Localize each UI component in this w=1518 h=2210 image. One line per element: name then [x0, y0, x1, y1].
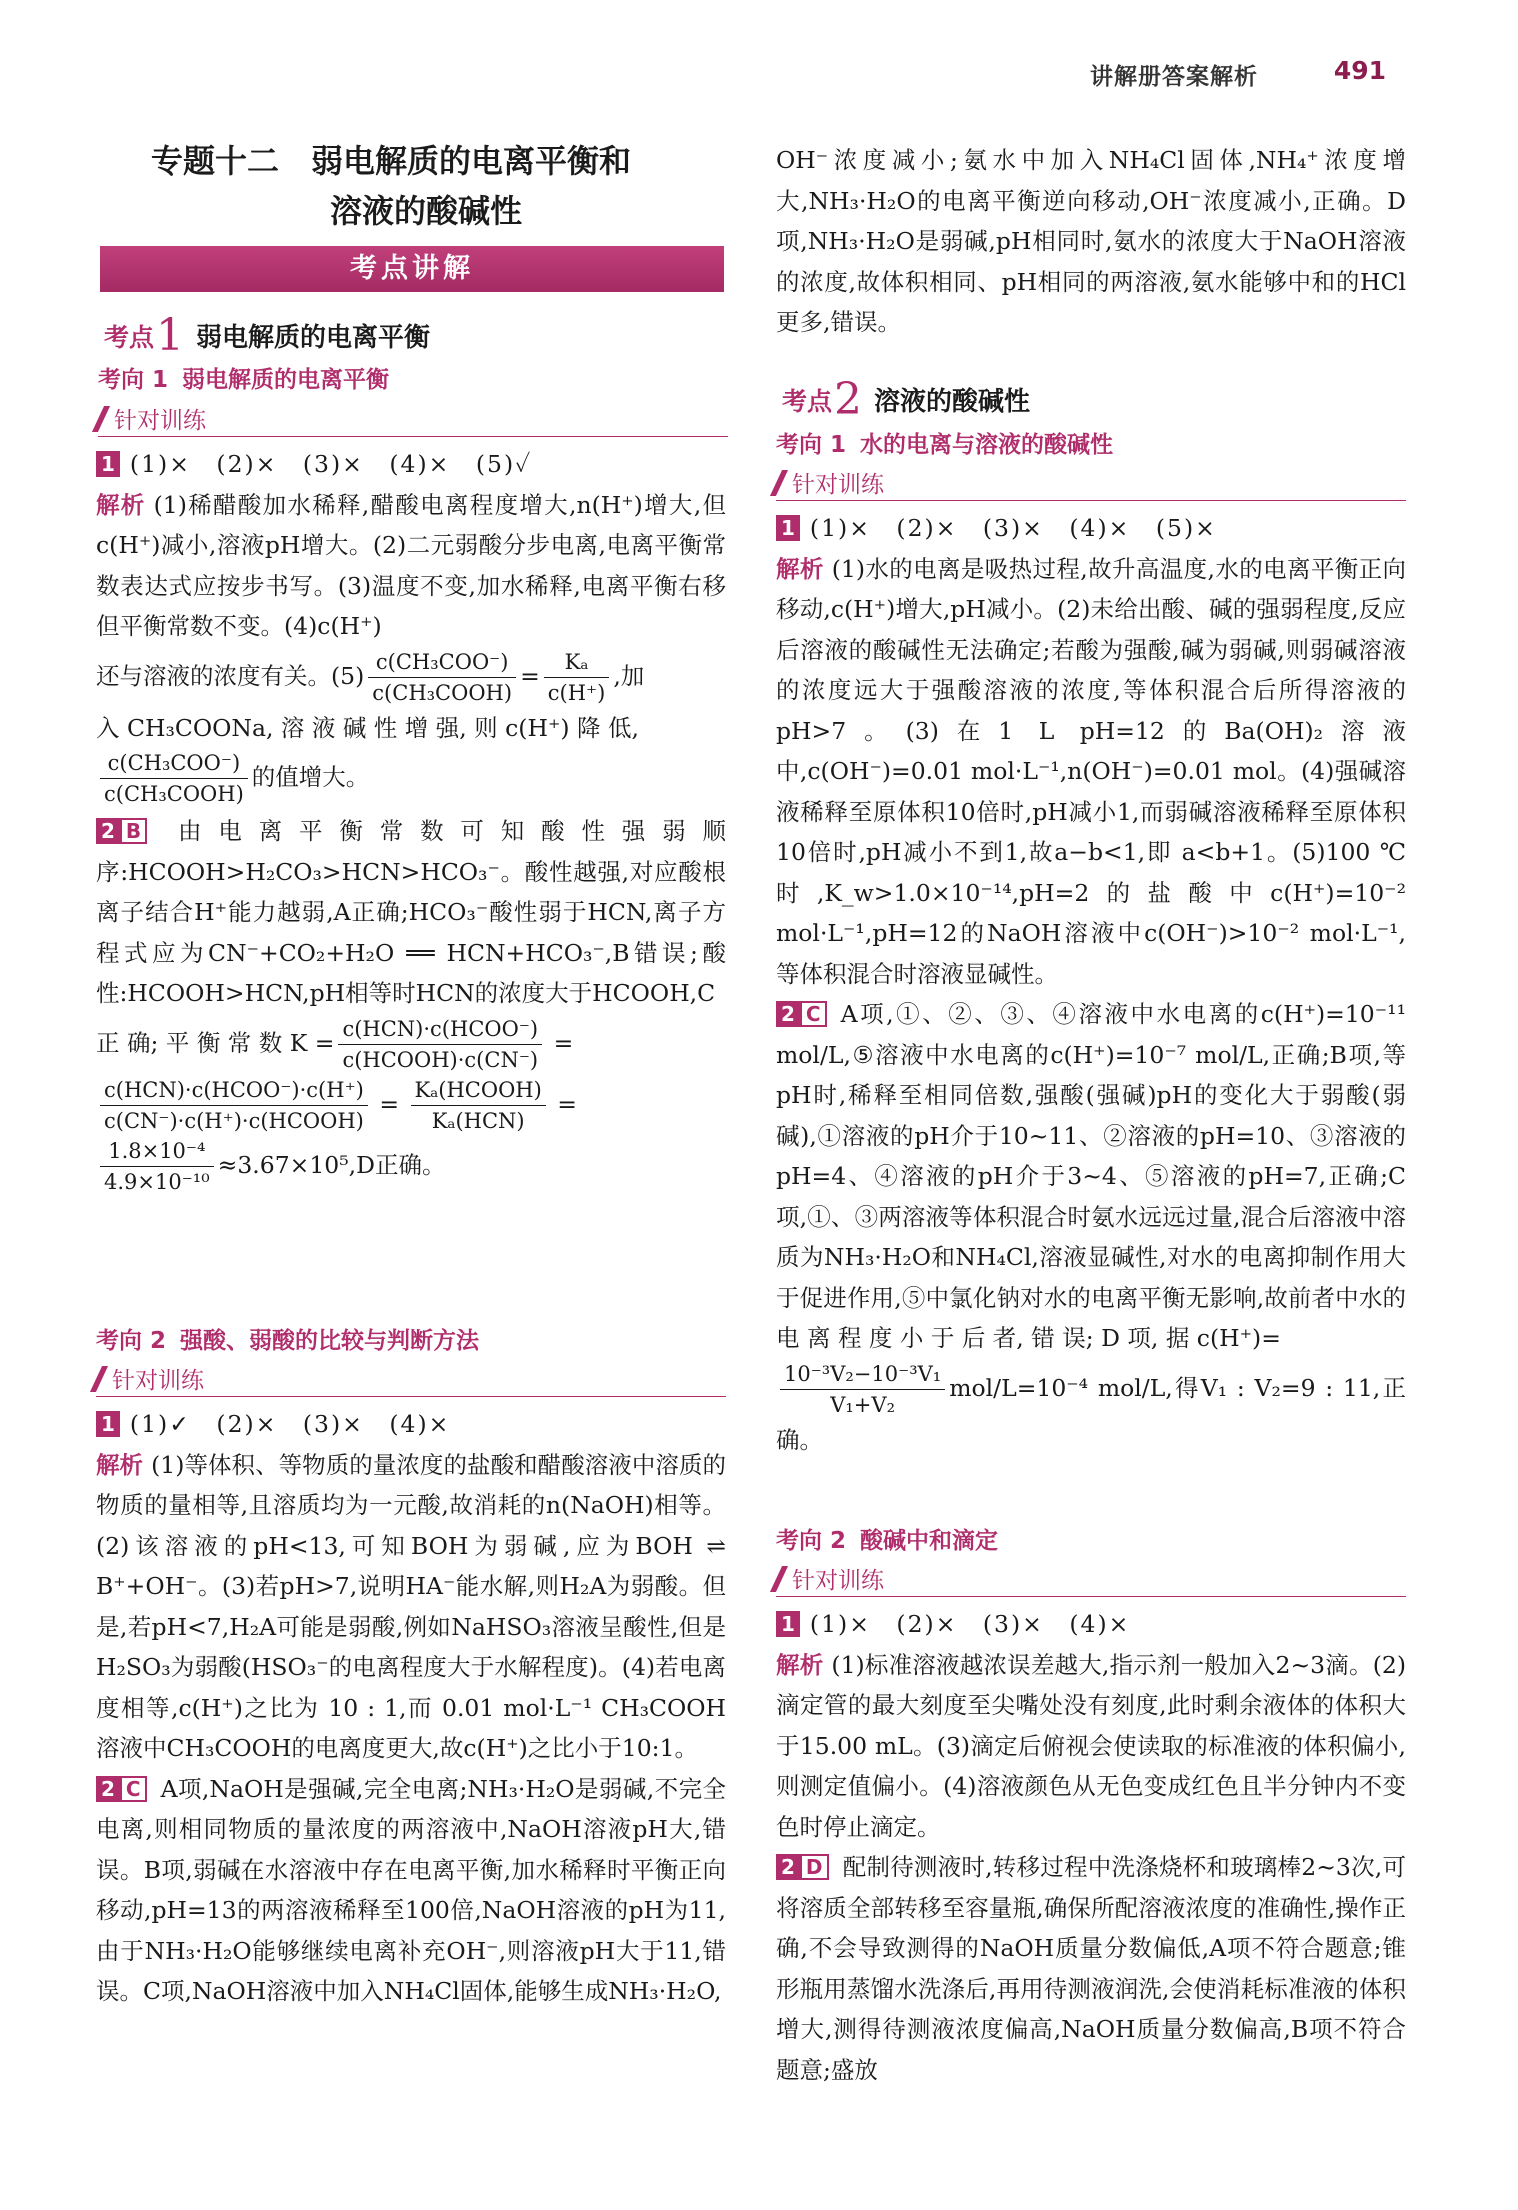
question-number: 1	[96, 1411, 120, 1437]
question-number: 2	[96, 1776, 120, 1802]
denominator: c(CH₃COOH)	[372, 680, 513, 705]
training-label: 针对训练	[114, 408, 206, 434]
fraction	[100, 1136, 214, 1197]
fraction	[368, 647, 516, 708]
denominator: 4.9×10⁻¹⁰	[104, 1169, 210, 1194]
topic-title: 弱电解质的电离平衡	[196, 323, 431, 353]
direction-tag: 考向 2	[776, 1528, 847, 1554]
answer-block-2-2	[776, 1604, 1406, 2090]
answer-choice: C	[120, 1776, 147, 1802]
analysis-text: (1)标准溶液越浓误差越大,指示剂一般加入2~3滴。(2)滴定管的最大刻度至尖嘴处没有刻度,此时剩余液体的体积大于15.00 mL。(3)滴定后俯视会使读取的标准液的体积偏小,则测定值偏小。(4)溶液颜色从无色变成红色且半分钟内不变色时停止滴定。	[776, 1650, 1406, 1841]
analysis-text: 还与溶液的浓度有关。(5)	[96, 661, 365, 690]
analysis-label: 解析	[776, 554, 824, 583]
training-label: 针对训练	[792, 472, 884, 498]
training-label: 针对训练	[792, 1568, 884, 1594]
denominator: c(CN⁻)·c(H⁺)·c(HCOOH)	[104, 1108, 364, 1133]
direction-title: 酸碱中和滴定	[860, 1528, 999, 1554]
analysis-text: 正 确; 平 衡 常 数 K =	[96, 1028, 335, 1057]
fraction	[100, 748, 248, 809]
page-number: 491	[1333, 56, 1386, 85]
chapter-title-line1: 专题十二 弱电解质的电离平衡和	[150, 142, 631, 180]
running-title: 讲解册答案解析	[1090, 64, 1258, 90]
fraction	[780, 1359, 945, 1420]
analysis-text: (1)稀醋酸加水稀释,醋酸电离程度增大,n(H⁺)增大,但c(H⁺)减小,溶液pH增大。(2)二元弱酸分步电离,电离平衡常数表达式应按步书写。(3)温度不变,加水稀释,电离平衡右移但平衡常数不变。(4)c(H⁺)	[96, 490, 726, 640]
topic-tag: 考点	[104, 323, 155, 352]
denominator: c(CH₃COOH)	[104, 782, 244, 806]
pen-icon	[770, 1566, 788, 1592]
denominator: Kₐ(HCN)	[431, 1108, 525, 1133]
question-number: 2	[776, 1001, 800, 1027]
analysis-text: ,加	[613, 661, 645, 690]
question-number: 2	[776, 1854, 800, 1880]
direction-heading-1-2	[96, 1322, 479, 1356]
answer-marks: (1)✓ (2)× (3)× (4)×	[129, 1410, 451, 1438]
training-heading	[776, 1562, 1406, 1597]
answer-marks: (1)× (2)× (3)× (4)× (5)×	[809, 514, 1217, 542]
training-heading	[98, 402, 728, 437]
direction-heading-1-1	[98, 361, 389, 395]
numerator: c(HCN)·c(HCOO⁻)	[338, 1014, 542, 1045]
fraction	[100, 1075, 368, 1136]
equals-sign: =	[553, 1028, 574, 1057]
question-number: 1	[776, 1611, 800, 1637]
direction-tag: 考向 1	[776, 432, 847, 458]
answer-block-1-2	[96, 1404, 726, 2012]
answer-choice: C	[800, 1001, 827, 1027]
topic-number: 2	[834, 374, 863, 425]
chapter-title-line2: 溶液的酸碱性	[329, 192, 522, 230]
pen-icon	[90, 1366, 108, 1392]
training-heading	[776, 466, 1406, 501]
fraction	[338, 1014, 542, 1075]
topic-heading-2	[782, 370, 1031, 425]
numerator: c(CH₃COO⁻)	[368, 647, 516, 678]
analysis-text: OH⁻浓度减小;氨水中加入NH₄Cl固体,NH₄⁺浓度增大,NH₃·H₂O的电离平衡逆向移动,OH⁻浓度减小,正确。D项,NH₃·H₂O是弱碱,pH相同时,氨水的浓度大于NaOH溶液的浓度,故体积相同、pH相同的两溶液,氨水能够中和的HCl更多,错误。	[776, 146, 1406, 336]
pen-icon	[92, 406, 110, 432]
answer-choice: B	[120, 818, 147, 844]
fraction	[544, 647, 610, 708]
direction-tag: 考向 1	[98, 367, 169, 393]
analysis-text: (1)水的电离是吸热过程,故升高温度,水的电离平衡正向移动,c(H⁺)增大,pH减小。(2)未给出酸、碱的强弱程度,反应后溶液的酸碱性无法确定;若酸为强酸,碱为弱碱,则弱碱溶液的浓度远大于强酸溶液的浓度,等体积混合后所得溶液的pH>7。(3)在1 L pH=12的Ba(OH)₂溶液中,c(OH⁻)=0.01 mol·L⁻¹,n(OH⁻)=0.01 mol。(4)强碱溶液稀释至原体积10倍时,pH减小1,而弱碱溶液稀释至原体积10倍时,pH减小不到1,故a−b<1,即 a<b+1。(5)100 ℃时,K_w>1.0×10⁻¹⁴,pH=2的盐酸中c(H⁺)=10⁻² mol·L⁻¹,pH=12的NaOH溶液中c(OH⁻)>10⁻² mol·L⁻¹,等体积混合时溶液显碱性。	[776, 554, 1407, 988]
answer-marks: (1)× (2)× (3)× (4)×	[809, 1610, 1131, 1638]
question-number: 2	[96, 818, 120, 844]
answer-choice: D	[800, 1854, 829, 1880]
numerator: Kₐ(HCOOH)	[411, 1075, 546, 1106]
numerator: c(HCN)·c(HCOO⁻)·c(H⁺)	[100, 1075, 368, 1106]
direction-title: 弱电解质的电离平衡	[182, 367, 390, 393]
direction-title: 水的电离与溶液的酸碱性	[860, 432, 1114, 458]
analysis-text: ≈3.67×10⁵,D正确。	[217, 1150, 446, 1179]
numerator: 10⁻³V₂−10⁻³V₁	[780, 1359, 945, 1390]
topic-number: 1	[156, 310, 185, 361]
numerator: Kₐ	[544, 647, 610, 678]
topic-title: 溶液的酸碱性	[874, 387, 1031, 417]
training-heading	[96, 1362, 726, 1397]
topic-heading-1	[104, 306, 431, 361]
chapter-title	[96, 136, 726, 236]
denominator: c(H⁺)	[547, 680, 606, 705]
answer-marks: (1)× (2)× (3)× (4)× (5)✓	[129, 450, 533, 478]
numerator: 1.8×10⁻⁴	[100, 1136, 214, 1167]
analysis-text: A项,①、②、③、④溶液中水电离的c(H⁺)=10⁻¹¹ mol/L,⑤溶液中水电离的c(H⁺)=10⁻⁷ mol/L,正确;B项,等pH时,稀释至相同倍数,强酸(强碱)pH的变化大于弱酸(弱碱),①溶液的pH介于10~11、②溶液的pH=10、③溶液的pH=4、④溶液的pH介于3~4、⑤溶液的pH=7,正确;C项,①、③两溶液等体积混合时氨水远远过量,混合后溶液中溶质为NH₃·H₂O和NH₄Cl,溶液显碱性,对水的电离抑制作用大于促进作用,⑤中氯化钠对水的电离平衡无影响,故前者中水的电 离 程 度 小 于 后 者, 错 误; D 项, 据 c(H⁺)=	[776, 1000, 1406, 1352]
analysis-label: 解析	[96, 490, 146, 519]
running-head	[1090, 58, 1400, 98]
pen-icon	[770, 470, 788, 496]
analysis-text: 配制待测液时,转移过程中洗涤烧杯和玻璃棒2~3次,可将溶质全部转移至容量瓶,确保所配溶液浓度的准确性,操作正确,不会导致测得的NaOH质量分数偏低,A项不符合题意;锥形瓶用蒸馏水洗涤后,再用待测液润洗,会使消耗标准液的体积增大,测得待测液浓度偏高,NaOH质量分数偏高,B项不符合题意;盛放	[776, 1853, 1406, 2084]
section-banner: 考点讲解	[100, 246, 724, 292]
answer-block-2-1	[776, 508, 1406, 1460]
analysis-label: 解析	[776, 1650, 824, 1679]
direction-heading-2-2	[776, 1522, 998, 1556]
fraction	[411, 1075, 546, 1136]
denominator: c(HCOOH)·c(CN⁻)	[342, 1047, 539, 1072]
question-number: 1	[776, 515, 800, 541]
direction-tag: 考向 2	[96, 1328, 167, 1354]
direction-title: 强酸、弱酸的比较与判断方法	[180, 1328, 480, 1354]
analysis-text: 的值增大。	[251, 763, 370, 791]
question-number: 1	[96, 451, 120, 477]
analysis-text: mol/L=10⁻⁴ mol/L,得V₁ : V₂=9 : 11,正确。	[776, 1373, 1406, 1454]
analysis-text: 由电离平衡常数可知酸性强弱顺序:HCOOH>H₂CO₃>HCN>HCO₃⁻。酸性越强,对应酸根离子结合H⁺能力越弱,A正确;HCO₃⁻酸性弱于HCN,离子方程式应为CN⁻+CO₂+H₂O ══ HCN+HCO₃⁻,B错误;酸性:HCOOH>HCN,pH相等时HCN的浓度大于HCOOH,C	[96, 817, 726, 1007]
denominator: V₁+V₂	[830, 1392, 895, 1417]
continued-text	[776, 140, 1406, 343]
topic-tag: 考点	[782, 387, 833, 416]
analysis-text: 入 CH₃COONa, 溶 液 碱 性 增 强, 则 c(H⁺) 降 低,	[96, 713, 639, 742]
analysis-label: 解析	[96, 1450, 144, 1479]
direction-heading-2-1	[776, 426, 1113, 460]
training-label: 针对训练	[112, 1368, 204, 1394]
answer-block-1-1-q1: 1 (1)× (2)× (3)× (4)× (5)✓ 解析 (1)稀醋酸加水稀释,醋酸电离程度增大,n(H⁺)增大,但c(H⁺)减小,溶液pH增大。(2)二元弱酸分步电离,电离平衡常数表达式应按步书写。(3)温度不变,加水稀释,电离平衡右移但平衡常数不变。(4)c(H⁺) 还与溶液的浓度有关。(5) $\frac{\text{c(CH₃COO⁻)}}{\text{c(CH₃COOH)}}$ = $\frac{\text{Kₐ}}{c(H^+)}$ ,加 入 CH₃COONa, 溶 液 碱 性 增 强, 则 c(H⁺) 降 低, $\frac{\text{c(CH₃COO⁻)}}{\text{c(CH₃COOH)}}$ 的值增大。 2 B 由电离平衡常数可知酸性强弱顺序:HCOOH>H₂CO₃>HCN>HCO₃⁻。酸性越强,对应酸根离子结合H⁺能力越弱,A正确;HCO₃⁻酸性弱于HCN,离子方程式应为CN⁻+CO₂+H₂O ══ HCN+HCO₃⁻,B错误;酸性:HCOOH>HCN,pH相等时HCN的浓度大于HCOOH,C 正 确; 平 衡 常 数 K = $\frac{\text{c(HCN)·c(HCOO⁻)}}{\text{c(HCOOH)·c(CN⁻)}}$ = $\frac{\text{c(HCN)·c(HCOO⁻)·c(H⁺)}}{\text{c(CN⁻)·c(H⁺)·c(HCOOH)}}$ = $\frac{\text{Kₐ(HCOOH)}}{\text{Kₐ(HCN)}}$ = $\frac{\text{1.8×10⁻⁴}}{\text{4.9×10⁻¹⁰}}$ ≈3.67×10⁵,D正确。	[96, 444, 726, 1197]
analysis-text: (1)等体积、等物质的量浓度的盐酸和醋酸溶液中溶质的物质的量相等,且溶质均为一元酸,故消耗的n(NaOH)相等。(2)该溶液的pH<13,可知BOH为弱碱,应为BOH ⇌ B⁺+OH⁻。(3)若pH>7,说明HA⁻能水解,则H₂A为弱酸。但是,若pH<7,H₂A可能是弱酸,例如NaHSO₃溶液呈酸性,但是H₂SO₃为弱酸(HSO₃⁻的电离程度大于水解程度)。(4)若电离度相等,c(H⁺)之比为 10 : 1,而 0.01 mol·L⁻¹ CH₃COOH 溶液中CH₃COOH的电离度更大,故c(H⁺)之比小于10:1。	[96, 1450, 727, 1762]
numerator: c(CH₃COO⁻)	[100, 748, 248, 779]
analysis-text: A项,NaOH是强碱,完全电离;NH₃·H₂O是弱碱,不完全电离,则相同物质的量浓度的两溶液中,NaOH溶液pH大,错误。B项,弱碱在水溶液中存在电离平衡,加水稀释时平衡正向移动,pH=13的两溶液稀释至100倍,NaOH溶液的pH为11,由于NH₃·H₂O能够继续电离补充OH⁻,则溶液pH大于11,错误。C项,NaOH溶液中加入NH₄Cl固体,能够生成NH₃·H₂O,	[96, 1774, 726, 2005]
